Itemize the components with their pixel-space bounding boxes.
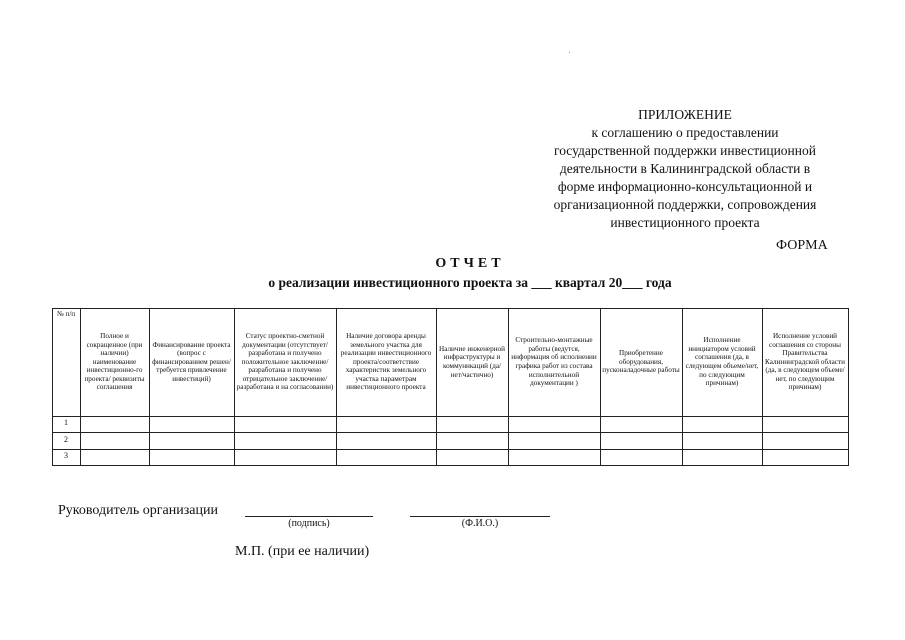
table-border-right <box>848 308 849 466</box>
table-row-number: 2 <box>64 435 68 444</box>
appendix-line: ПРИЛОЖЕНИЕ <box>638 107 732 122</box>
header-project-name: Полное и сокращенное (при наличии) наименование инвестиционно-го проекта/ реквизиты соглашения <box>84 331 145 392</box>
stamp-text: М.П. (при ее наличии) <box>235 544 370 559</box>
appendix-line: деятельности в Калининградской области в <box>559 161 811 176</box>
header-infrastructure: Наличие инженерной инфраструктуры и коммуникаций (да/нет/частично) <box>439 344 505 379</box>
appendix-line: к соглашению о предоставлении <box>591 125 779 140</box>
appendix-line: инвестиционного проекта <box>610 215 760 230</box>
signer-label: Руководитель организации <box>58 503 218 518</box>
signature-line <box>245 516 373 517</box>
table-row-number: 1 <box>64 418 68 427</box>
header-government-compliance: Исполнение условий соглашения со стороны Правительства Калининградской области (да, в следующем объеме/ нет, по следующим причинам) <box>765 331 845 392</box>
header-financing: Финансирование проекта (вопрос с финансированием решен/требуется привлечение инвестиций) <box>152 340 231 383</box>
report-subtitle: о реализации инвестиционного проекта за ___ квартал 20___ года <box>268 275 672 290</box>
header-land-lease: Наличие договора аренды земельного участка для реализации инвестиционного проекта/соответствие характеристик земельного участка параметрам инвестиционного проекта <box>340 331 432 392</box>
name-line <box>410 516 550 517</box>
form-label: ФОРМА <box>776 238 828 253</box>
header-initiator-compliance: Исполнение инициатором условий соглашения (да, в следующем объеме/нет, по следующим причинам) <box>685 336 759 388</box>
appendix-line: государственной поддержки инвестиционной <box>554 143 816 158</box>
report-title: ОТЧЕТ <box>435 256 505 271</box>
appendix-block <box>520 106 850 232</box>
scan-speck <box>569 52 570 53</box>
header-equipment: Приобретение оборудования, пусконаладочные работы <box>602 349 680 375</box>
table-row-number: 3 <box>64 451 68 460</box>
appendix-line: организационной поддержки, сопровождения <box>553 197 817 212</box>
name-caption: (Ф.И.О.) <box>461 518 499 529</box>
signature-caption: (подпись) <box>288 518 330 529</box>
table-header-divider <box>52 416 849 417</box>
header-construction-works: Строительно-монтажные работы (ведутся, информация об исполнении графика работ из состава исполнительной документации ) <box>511 336 597 388</box>
report-table <box>52 308 849 466</box>
appendix-line: форме информационно-консультационной и <box>557 179 813 194</box>
table-border-bottom <box>52 465 849 466</box>
table-row-divider <box>52 432 849 433</box>
header-design-docs-status: Статус проектно-сметной документации (отсутствует/разработана и получено положительное заключение/разработана и получено отрицательное заключение/разработана и на согласовании) <box>236 331 334 392</box>
table-row-divider <box>52 449 849 450</box>
header-number: № п/п <box>56 310 76 318</box>
